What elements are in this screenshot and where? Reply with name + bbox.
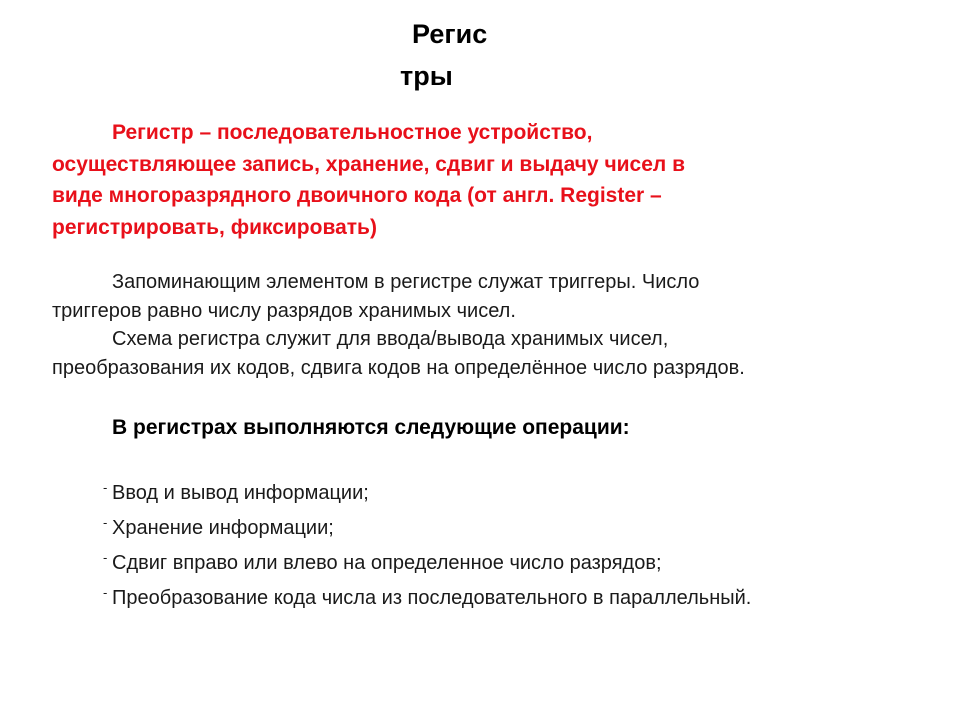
definition-line: регистрировать, фиксировать) [52, 215, 377, 239]
operations-heading: В регистрах выполняются следующие операции: [112, 416, 630, 439]
definition-line: осуществляющее запись, хранение, сдвиг и выдачу чисел в [52, 152, 685, 176]
operations-list [103, 473, 751, 613]
definition-line: Регистр – последовательностное устройство, [112, 121, 593, 144]
operations-item-text: Преобразование кода числа из последовательного в параллельный. [112, 587, 752, 609]
operations-list-item [103, 508, 751, 543]
operations-item-text: Сдвиг вправо или влево на определенное число разрядов; [112, 552, 662, 574]
operations-list-item [103, 578, 751, 613]
operations-item-text: Хранение информации; [112, 517, 334, 539]
dash-bullet-icon: - [103, 585, 108, 600]
definition-paragraph [52, 117, 932, 243]
dash-bullet-icon: - [103, 480, 108, 495]
body-line: триггеров равно числу разрядов хранимых чисел. [52, 299, 516, 322]
operations-item-text: Ввод и вывод информации; [112, 482, 369, 504]
dash-bullet-icon: - [103, 550, 108, 565]
body-line: преобразования их кодов, сдвига кодов на определённое число разрядов. [52, 356, 745, 379]
body-paragraph [52, 268, 932, 382]
definition-line: виде многоразрядного двоичного кода (от англ. Register – [52, 184, 662, 207]
dash-bullet-icon: - [103, 515, 108, 530]
body-line: Запоминающим элементом в регистре служат триггеры. Число [112, 271, 700, 293]
slide-title-line-1: Регис [412, 19, 488, 49]
slide-title-line-2: тры [400, 61, 453, 91]
body-line: Схема регистра служит для ввода/вывода хранимых чисел, [112, 328, 669, 350]
operations-list-item [103, 543, 751, 578]
operations-list-item [103, 473, 751, 508]
